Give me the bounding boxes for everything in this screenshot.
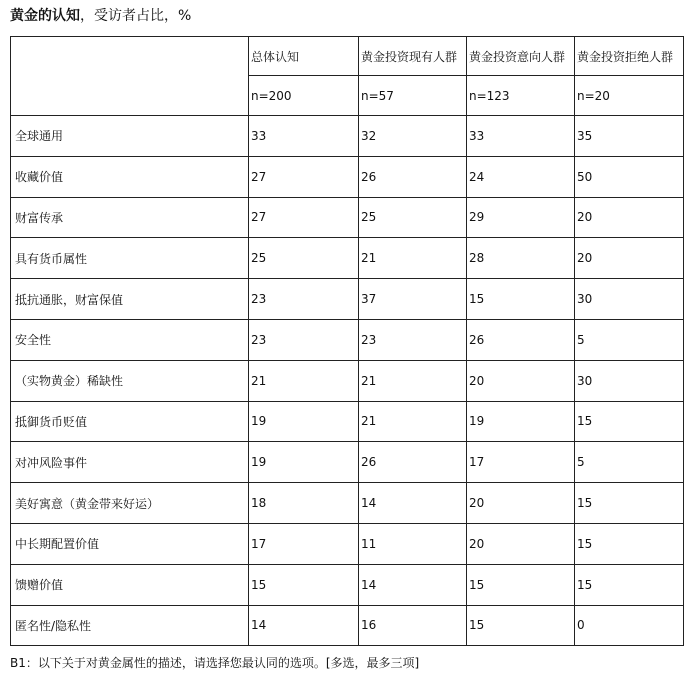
table-row: [11, 483, 684, 524]
sample-size-cell: n=200: [249, 76, 359, 116]
value-cell: 5: [575, 442, 684, 483]
row-label: 中长期配置价值: [11, 523, 249, 564]
value-cell: 26: [467, 319, 575, 360]
sample-size-cell: n=57: [359, 76, 467, 116]
sample-size-cell: n=123: [467, 76, 575, 116]
value-cell: 19: [249, 401, 359, 442]
value-cell: 26: [359, 442, 467, 483]
row-label: 具有货币属性: [11, 238, 249, 279]
value-cell: 15: [249, 564, 359, 605]
value-cell: 15: [575, 564, 684, 605]
value-cell: 14: [249, 605, 359, 646]
row-label: 财富传承: [11, 197, 249, 238]
table-row: [11, 238, 684, 279]
value-cell: 23: [249, 319, 359, 360]
value-cell: 19: [467, 401, 575, 442]
table-row: [11, 116, 684, 157]
table-row: [11, 279, 684, 320]
value-cell: 23: [249, 279, 359, 320]
value-cell: 20: [575, 238, 684, 279]
value-cell: 27: [249, 156, 359, 197]
value-cell: 23: [359, 319, 467, 360]
column-header: 黄金投资现有人群: [359, 37, 467, 76]
title-rest: ，受访者占比，%: [80, 8, 192, 24]
value-cell: 26: [359, 156, 467, 197]
value-cell: 25: [359, 197, 467, 238]
value-cell: 21: [359, 401, 467, 442]
header-row-labels: [11, 37, 684, 76]
value-cell: 20: [467, 360, 575, 401]
row-label: 抵抗通胀，财富保值: [11, 279, 249, 320]
column-header: 黄金投资拒绝人群: [575, 37, 684, 76]
table-row: [11, 319, 684, 360]
table-row: [11, 360, 684, 401]
value-cell: 37: [359, 279, 467, 320]
row-label: 安全性: [11, 319, 249, 360]
value-cell: 15: [575, 401, 684, 442]
value-cell: 20: [575, 197, 684, 238]
value-cell: 5: [575, 319, 684, 360]
row-label: （实物黄金）稀缺性: [11, 360, 249, 401]
table-row: [11, 401, 684, 442]
value-cell: 33: [467, 116, 575, 157]
value-cell: 21: [359, 238, 467, 279]
value-cell: 19: [249, 442, 359, 483]
value-cell: 15: [467, 279, 575, 320]
table-row: [11, 523, 684, 564]
table-row: [11, 605, 684, 646]
value-cell: 16: [359, 605, 467, 646]
value-cell: 28: [467, 238, 575, 279]
row-label: 馈赠价值: [11, 564, 249, 605]
value-cell: 29: [467, 197, 575, 238]
value-cell: 21: [249, 360, 359, 401]
value-cell: 20: [467, 523, 575, 564]
sample-size-cell: n=20: [575, 76, 684, 116]
row-label: 对冲风险事件: [11, 442, 249, 483]
value-cell: 14: [359, 483, 467, 524]
row-label: 全球通用: [11, 116, 249, 157]
value-cell: 30: [575, 360, 684, 401]
value-cell: 27: [249, 197, 359, 238]
value-cell: 15: [575, 483, 684, 524]
page-title: [10, 6, 191, 26]
table-row: [11, 564, 684, 605]
value-cell: 32: [359, 116, 467, 157]
footnote: B1：以下关于对黄金属性的描述，请选择您最认同的选项。[多选，最多三项]: [10, 656, 420, 670]
value-cell: 11: [359, 523, 467, 564]
column-header: 总体认知: [249, 37, 359, 76]
gold-perception-table: [10, 36, 684, 646]
value-cell: 25: [249, 238, 359, 279]
value-cell: 50: [575, 156, 684, 197]
table-row: [11, 156, 684, 197]
value-cell: 15: [575, 523, 684, 564]
value-cell: 33: [249, 116, 359, 157]
value-cell: 21: [359, 360, 467, 401]
value-cell: 15: [467, 605, 575, 646]
value-cell: 35: [575, 116, 684, 157]
title-bold: 黄金的认知: [10, 8, 80, 24]
corner-cell: [11, 37, 249, 116]
value-cell: 20: [467, 483, 575, 524]
value-cell: 18: [249, 483, 359, 524]
value-cell: 0: [575, 605, 684, 646]
row-label: 匿名性/隐私性: [11, 605, 249, 646]
value-cell: 30: [575, 279, 684, 320]
value-cell: 24: [467, 156, 575, 197]
row-label: 美好寓意（黄金带来好运）: [11, 483, 249, 524]
value-cell: 14: [359, 564, 467, 605]
table-row: [11, 197, 684, 238]
value-cell: 17: [467, 442, 575, 483]
table-row: [11, 442, 684, 483]
value-cell: 17: [249, 523, 359, 564]
column-header: 黄金投资意向人群: [467, 37, 575, 76]
row-label: 收藏价值: [11, 156, 249, 197]
value-cell: 15: [467, 564, 575, 605]
row-label: 抵御货币贬值: [11, 401, 249, 442]
